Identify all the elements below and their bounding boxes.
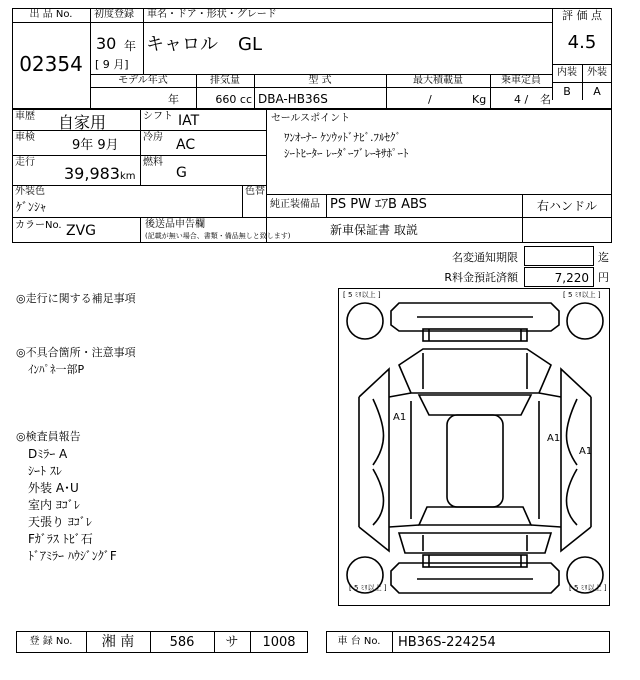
reg-area: 湘 南 [101,634,135,650]
defect-item: ｲﾝﾊﾟﾈ一部P [28,363,85,376]
damage-mark-left-door: A1 [393,412,407,423]
mileage-label: 走行 [15,157,35,168]
driving-title: ◎走行に関する補足事項 [16,292,136,305]
fuel-label: 燃料 [143,157,163,168]
tire-front-right [567,303,603,339]
score: 4.5 [567,32,597,53]
color: ｹﾞﾝｼｬ [16,200,47,214]
defect-title: ◎不具合箇所・注意事項 [16,346,136,359]
recycle-label: R料金預託済額 [444,271,518,284]
tire-rr-depth: [ 5 ﾐﾘ以上 ] [569,584,607,592]
name-change-box [524,246,594,266]
capacity: 4 / [514,93,529,106]
chassis-no: HB36S-224254 [398,635,496,650]
chassis-label: 車 台 No. [337,636,381,647]
tire-fr-depth: [ 5 ﾐﾘ以上 ] [563,291,601,299]
color-no-label: カラーNo. [15,220,62,231]
aftermarket-note: (記載が無い場合、書類・備品無しと致します) [145,232,291,240]
mileage: 39,983 [64,164,120,183]
year-unit: 年 [124,39,137,53]
tire-front-left [347,303,383,339]
ac: AC [176,137,196,153]
recycle-value: 7,220 [554,271,589,285]
aftermarket-label: 後送品申告欄 [145,219,205,230]
windshield [419,395,531,415]
displacement: 660 cc [215,93,252,106]
score-label: 評 価 点 [562,9,602,22]
recycle-box [524,267,594,287]
max-load: / [428,93,432,106]
history-label: 車歴 [15,111,35,122]
first-reg-year: 30 [96,34,117,53]
tire-fl-depth: [ 5 ﾐﾘ以上 ] [343,291,381,299]
first-reg-month: [ 9 月] [95,58,129,71]
capacity-unit: 名 [540,93,551,106]
reg-class: 586 [169,635,195,650]
ac-label: 冷房 [143,132,163,143]
name-change-label: 名変通知期限 [452,251,518,264]
sales-line1: ﾜﾝｵｰﾅｰ ｹﾝｳｯﾄﾞﾅﾋﾞ.ﾌﾙｾｸﾞ [284,131,401,144]
hood [399,349,551,393]
model-year-label: モデル年式 [118,75,168,86]
inspector-title: ◎検査員報告 [16,430,81,443]
inspector-item: ﾄﾞｱﾐﾗｰ ﾊｳｼﾞﾝｸﾞF [28,549,117,563]
lot-no-label: 出 品 No. [29,9,73,20]
damage-mark-right-side: A1 [579,446,593,457]
type: DBA-HB36S [258,92,328,106]
car-name-label: 車名・ドア・形状・グレード [147,9,277,20]
equipment-label: 純正装備品 [270,199,320,210]
color-label: 外装色 [15,186,45,197]
rear-glass [419,507,531,525]
type-label: 型 式 [308,75,332,86]
history: 自家用 [58,113,107,132]
interior-grade: B [563,85,571,98]
warranty: 新車保証書 取説 [330,223,418,237]
max-load-unit: Kg [472,93,487,106]
tire-rl-depth: [ 5 ﾐﾘ以上 ] [349,584,387,592]
damage-mark-right-door: A1 [547,433,561,444]
car-diagram [338,288,610,606]
reg-no-label: 登 録 No. [29,636,73,647]
inspector-item: 天張り ﾖｺﾞﾚ [28,515,92,529]
capacity-label: 乗車定員 [501,75,541,86]
reg-number: 1008 [262,635,296,650]
repaint-label: 色替 [245,186,265,197]
model-year-unit: 年 [168,93,179,106]
mileage-unit: km [120,171,136,182]
reg-kana: サ [225,635,239,650]
equipment: PS PW ｴｱB ABS [330,197,427,212]
rear-deck [399,533,551,553]
interior-label: 内装 [557,67,577,78]
grade: GL [238,34,262,55]
inspector-item: Dﾐﾗｰ A [28,447,68,461]
handle: 右ハンドル [536,199,597,213]
exterior-label: 外装 [587,67,607,78]
inspector-item: ｼｰﾄ ｽﾚ [28,464,62,478]
recycle-unit: 円 [598,271,609,284]
inspection: 9年 9月 [72,138,119,153]
inspector-item: 外装 A･U [28,481,79,495]
shift-label: シフト [143,111,173,122]
first-reg-label: 初度登録 [94,9,134,20]
color-no: ZVG [66,223,97,239]
fuel: G [176,165,187,181]
sales-line2: ｼｰﾄﾋｰﾀｰ ﾚｰﾀﾞｰﾌﾞﾚｰｷｻﾎﾟｰﾄ [284,147,409,160]
rear-lamp-bar [423,555,527,567]
car-outline-drawing [339,289,611,607]
inspector-item: 室内 ﾖｺﾞﾚ [28,498,80,512]
max-load-label: 最大積載量 [413,75,463,86]
displacement-label: 排気量 [210,75,240,86]
name-change-unit: 迄 [598,251,609,264]
inspector-item: Fｶﾞﾗｽ ﾄﾋﾞ石 [28,532,93,546]
sales-label: セールスポイント [271,113,351,124]
shift: IAT [178,113,200,129]
exterior-grade: A [593,85,601,98]
lot-no: 02354 [19,52,83,76]
inspection-label: 車検 [15,132,35,143]
roof [447,415,503,507]
car-name: キャロル [146,34,218,55]
